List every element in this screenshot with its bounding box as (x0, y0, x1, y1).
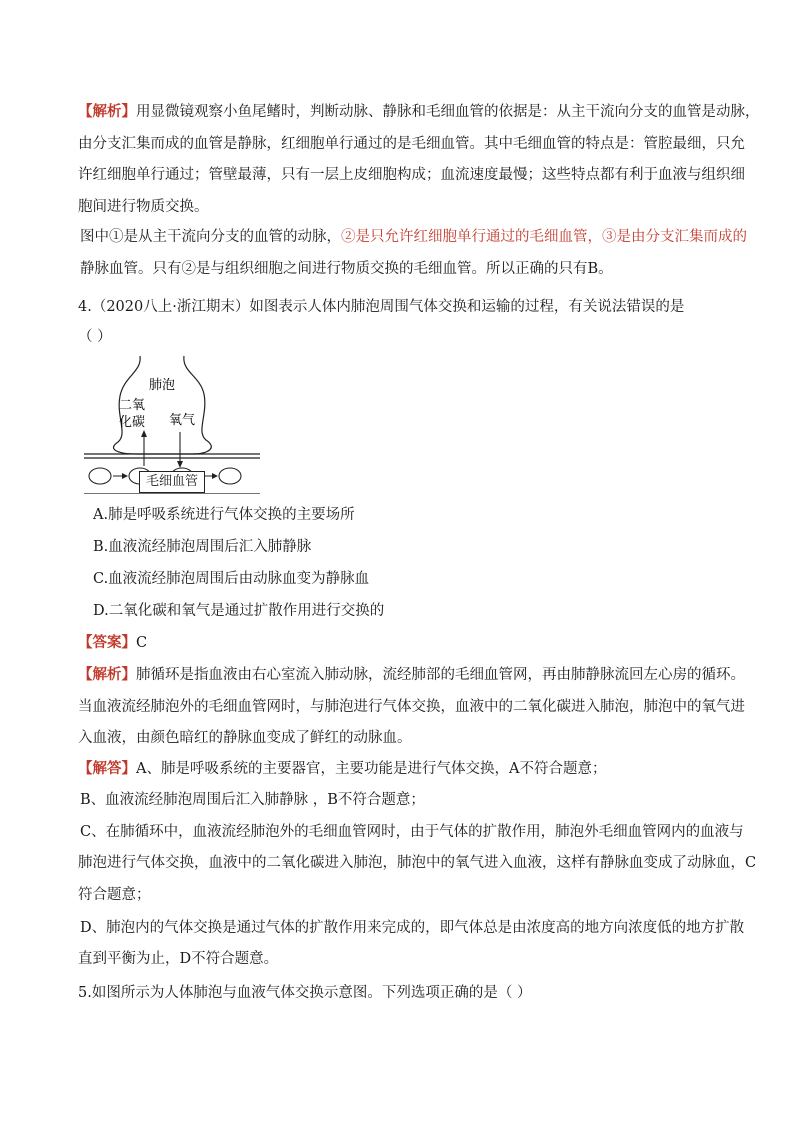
figure-note-line: 静脉血管。只有②是与组织细胞之间进行物质交换的毛细血管。所以正确的只有B。 (80, 260, 613, 277)
analysis-prev (78, 96, 760, 223)
analysis-line: 入血液，由颜色暗红的静脉血变成了鲜红的动脉血。 (78, 730, 412, 746)
solution-line: 符合题意； (78, 886, 151, 903)
alveolus-label: 肺泡 (148, 378, 176, 393)
o2-arrowhead-icon (177, 461, 183, 468)
solution-q4-cont (78, 848, 757, 911)
figure-note-red: ②是只允许红细胞单行通过的毛细血管，③是由分支汇集而成的 (341, 229, 747, 245)
solution-q4 (78, 753, 728, 786)
solution-line: D、肺泡内的气体交换是通过气体的扩散作用来完成的，即气体总是由浓度高的地方向浓度低的地方扩散 (80, 920, 745, 936)
co2-label-2: 化碳 (118, 415, 146, 430)
o2-label: 氧气 (168, 413, 196, 428)
co2-arrowhead-icon (141, 430, 147, 437)
figure-note (80, 222, 747, 285)
red-blood-cell (219, 468, 241, 484)
solution-line: 直到平衡为止，D不符合题意。 (78, 951, 279, 967)
red-blood-cell (89, 468, 111, 484)
analysis-tag: 【解析】 (78, 103, 136, 120)
flow-arrowhead-icon (212, 473, 218, 479)
option-b: B.血液流经肺泡周围后汇入肺静脉 (93, 539, 312, 555)
question-4-stem (78, 297, 684, 317)
question-5-stem (78, 983, 531, 1003)
option-c: C.血液流经肺泡周围后由动脉血变为静脉血 (93, 571, 370, 587)
answer-tag: 【答案】 (78, 634, 136, 651)
solution-q4-d (80, 913, 745, 945)
analysis-line: 由分支汇集而成的血管是静脉，红细胞单行通过的是毛细血管。其中毛细血管的特点是：管腔最细，只允 (78, 135, 745, 152)
answer-bracket: （ ） (78, 329, 112, 345)
option-d: D.二氧化碳和氧气是通过扩散作用进行交换的 (93, 603, 385, 619)
capillary-label-box (139, 471, 205, 493)
analysis-line: 胞间进行物质交换。 (78, 198, 209, 215)
question-stem: 4.（2020八上·浙江期末）如图表示人体内肺泡周围气体交换和运输的过程，有关说法错误的是 (78, 299, 685, 315)
figure-note-black: 图中①是从主干流向分支的血管的动脉， (80, 229, 341, 245)
analysis-line: 用显微镜观察小鱼尾鳍时，判断动脉、静脉和毛细血管的依据是：从主干流向分支的血管是动脉， (136, 104, 760, 120)
solution-line: A、肺是呼吸系统的主要器官，主要功能是进行气体交换，A不符合题意； (136, 761, 607, 777)
answer-value: C (136, 635, 148, 651)
solution-line: 肺泡进行气体交换，血液中的二氧化碳进入肺泡，肺泡中的氧气进入血液，这样有静脉血变成了动脉血，C (78, 855, 757, 871)
answer (78, 633, 147, 653)
analysis-q4 (78, 659, 745, 755)
solution-q4-rest (80, 785, 744, 848)
option-a: A.肺是呼吸系统进行气体交换的主要场所 (93, 507, 355, 523)
flow-arrowhead-icon (122, 473, 128, 479)
analysis-line: 肺循环是指血液由右心室流入肺动脉，流经肺部的毛细血管网，再由肺静脉流回左心房的循环。 (136, 667, 745, 683)
solution-q4-end (78, 944, 728, 976)
analysis-line: 当血液流经肺泡外的毛细血管网时，与肺泡进行气体交换，血液中的二氧化碳进入肺泡，肺泡中的氧气进 (78, 698, 745, 715)
solution-tag: 【解答】 (78, 760, 136, 777)
solution-line: B、血液流经肺泡周围后汇入肺静脉 ，B不符合题意； (80, 792, 425, 808)
co2-label-1: 二氧 (118, 398, 146, 413)
solution-line: C、在肺循环中，血液流经肺泡外的毛细血管网时，由于气体的扩散作用，肺泡外毛细血管网内的血液与 (80, 823, 744, 840)
question-stem: 5.如图所示为人体肺泡与血液气体交换示意图。下列选项正确的是（ ） (78, 985, 532, 1001)
capillary-label: 毛细血管 (145, 474, 198, 489)
analysis-line: 许红细胞单行通过；管壁最薄，只有一层上皮细胞构成；血流速度最慢；这些特点都有利于血液与组织细 (78, 167, 745, 183)
analysis-tag: 【解析】 (78, 666, 136, 683)
